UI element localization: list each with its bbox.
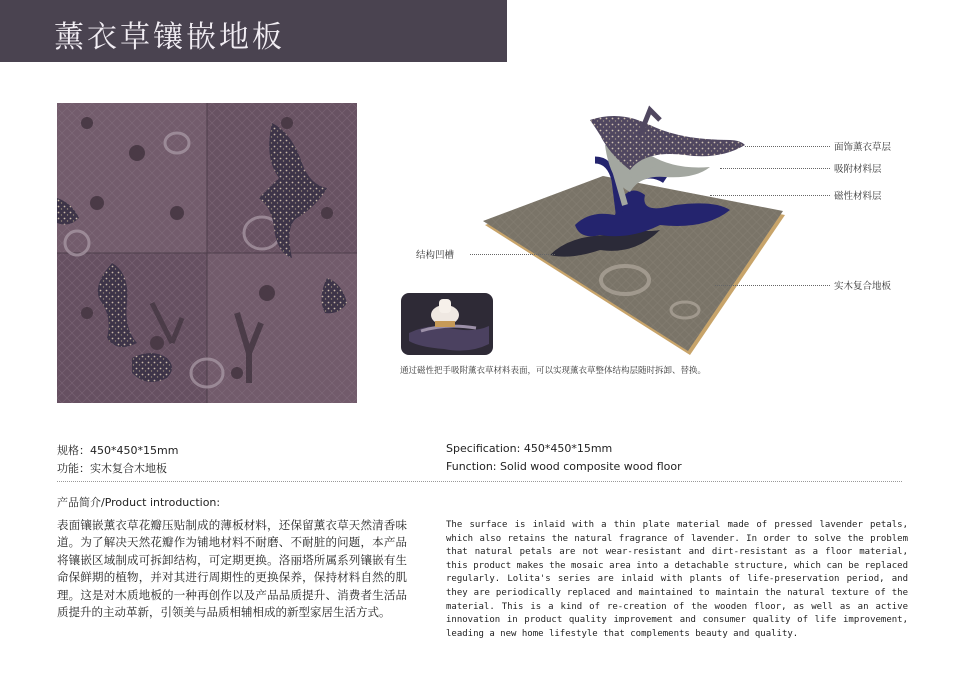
callout-line-surface xyxy=(745,146,830,147)
callout-line-groove xyxy=(470,254,555,255)
callout-magnetic-layer: 磁性材料层 xyxy=(834,191,882,202)
magnetic-handle-photo xyxy=(401,293,493,355)
page-title: 薰衣草镶嵌地板 xyxy=(54,20,285,55)
spec-function-cn: 功能：实木复合木地板 xyxy=(57,462,167,475)
callout-line-magnetic xyxy=(710,195,830,196)
callout-surface-layer: 面饰薰衣草层 xyxy=(834,142,892,153)
intro-text-cn: 表面镶嵌薰衣草花瓣压贴制成的薄板材料，还保留薰衣草天然清香味道。为了解决天然花瓣作为铺地材料不耐磨、不耐脏的问题，本产品将镶嵌区域制成可拆卸结构，可定期更换。洛丽塔所属系列镶嵌有生命保鲜期的植物，并对其进行周期性的更换保养，保持材料自然的肌理。这是对木质地板的一种再创作以及产品品质提升、消费者生活品质提升的主动革新，引领美与品质相辅相成的新型家居生活方式。 xyxy=(57,518,407,620)
exploded-layer-diagram xyxy=(455,105,795,360)
intro-heading: 产品简介/Product introduction: xyxy=(57,496,221,509)
intro-text-en: The surface is inlaid with a thin plate material made of pressed lavender petals, which also retains the natural fragrance of lavender. In order to solve the problem that natural petals are not wear-resistant and dirt-resistant as a floor material, this product makes the mosaic area into a detachable structure, which can be replaced regularly. Lolita's series are inlaid with plants of life-preservation period, and they are periodically replaced and maintained to maintain the natural texture of the material. This is a kind of re-creation of the wooden floor, as well as an active innovation in product quality improvement and consumer quality of life improvement, leading a new home lifestyle that complements beauty and quality. xyxy=(446,520,908,639)
floor-tile-photo xyxy=(57,103,357,403)
diagram-caption: 通过磁性把手吸附薰衣草材料表面，可以实现薰衣草整体结构层随时拆卸、替换。 xyxy=(400,366,707,376)
spec-size-cn: 规格：450*450*15mm xyxy=(57,444,179,457)
section-divider xyxy=(57,481,902,482)
spec-size-en: Specification: 450*450*15mm xyxy=(446,442,613,455)
callout-base-board: 实木复合地板 xyxy=(834,281,892,292)
callout-adsorption-layer: 吸附材料层 xyxy=(834,164,882,175)
title-bar xyxy=(0,0,507,62)
callout-line-base xyxy=(715,285,830,286)
spec-function-en: Function: Solid wood composite wood floor xyxy=(446,460,682,473)
callout-line-adsorption xyxy=(720,168,830,169)
callout-groove: 结构凹槽 xyxy=(416,250,455,261)
